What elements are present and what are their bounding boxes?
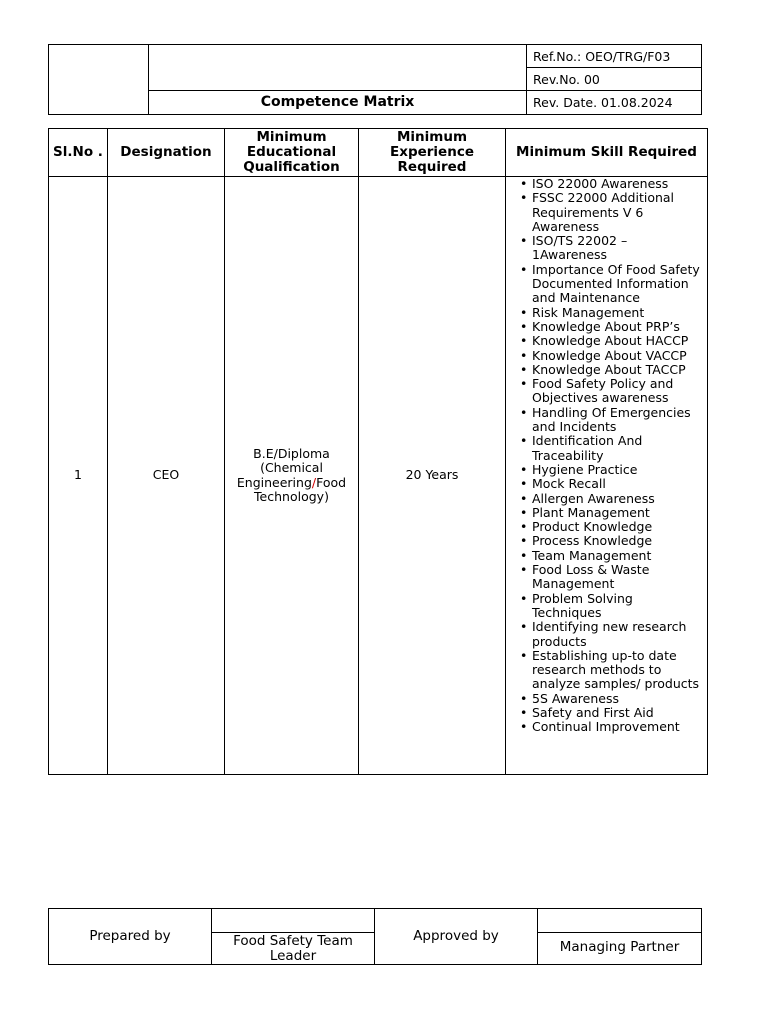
approved-by-label: Approved by — [375, 909, 538, 964]
skill-list-item: • Team Management — [520, 549, 703, 563]
prepared-by-cell — [212, 909, 375, 964]
skill-list-item: • Knowledge About PRP’s — [520, 320, 703, 334]
approved-by-role: Managing Partner — [559, 939, 680, 955]
skill-list-item: • Food Safety Policy and Objectives awareness — [520, 377, 703, 406]
signoff-footer — [48, 908, 702, 965]
prepared-by-label: Prepared by — [49, 909, 212, 964]
skill-list-item: • Process Knowledge — [520, 534, 703, 548]
skill-list-item: • Mock Recall — [520, 477, 703, 491]
skills-list — [520, 177, 703, 735]
approved-by-cell — [538, 909, 701, 964]
revision-number: Rev.No. 00 — [527, 68, 701, 91]
skill-list-item: • ISO 22000 Awareness — [520, 177, 703, 191]
document-title: Competence Matrix — [149, 91, 527, 114]
revision-date: Rev. Date. 01.08.2024 — [533, 95, 673, 110]
skill-list-item: • Knowledge About TACCP — [520, 363, 703, 377]
qualification-separator: / — [311, 474, 317, 490]
skill-list-item: • Identifying new research products — [520, 620, 703, 649]
skill-list-item: • Knowledge About VACCP — [520, 349, 703, 363]
column-header-qualification: Minimum Educational Qualification — [225, 129, 359, 177]
table-header-row — [49, 129, 708, 177]
skill-list-item: • Problem Solving Techniques — [520, 592, 703, 621]
skill-list-item: • Risk Management — [520, 306, 703, 320]
prepared-by-signature — [212, 909, 374, 933]
skill-list-item: • Establishing up-to date research methods to analyze samples/ products — [520, 649, 703, 692]
skill-list-item: • Continual Improvement — [520, 720, 703, 734]
competence-matrix-table — [48, 128, 708, 775]
skill-list-item: • 5S Awareness — [520, 692, 703, 706]
ref-number: Ref.No.: OEO/TRG/F03 — [527, 45, 701, 68]
table-row — [49, 177, 708, 775]
approved-by-signature — [538, 909, 701, 933]
skill-list-item: • FSSC 22000 Additional Requirements V 6 Awareness — [520, 191, 703, 234]
column-header-experience: Minimum Experience Required — [359, 129, 506, 177]
skill-list-item: • ISO/TS 22002 – 1Awareness — [520, 234, 703, 263]
skill-list-item: • Food Loss & Waste Management — [520, 563, 703, 592]
qualification-text-2: Food Technology) — [254, 474, 347, 504]
qualification-cell — [225, 177, 359, 775]
company-name-cell — [149, 45, 527, 91]
skill-list-item: • Allergen Awareness — [520, 492, 703, 506]
prepared-by-role: Food Safety Team Leader — [233, 933, 353, 964]
skill-list-item: • Handling Of Emergencies and Incidents — [520, 406, 703, 435]
skills-cell — [506, 177, 708, 775]
skill-list-item: • Knowledge About HACCP — [520, 334, 703, 348]
designation-cell: CEO — [108, 177, 225, 775]
skill-list-item: • Identification And Traceability — [520, 434, 703, 463]
logo-cell — [49, 45, 149, 114]
skill-list-item: • Hygiene Practice — [520, 463, 703, 477]
experience-cell: 20 Years — [359, 177, 506, 775]
skill-list-item: • Product Knowledge — [520, 520, 703, 534]
skill-list-item: • Plant Management — [520, 506, 703, 520]
column-header-designation: Designation — [108, 129, 225, 177]
sl-no-cell: 1 — [49, 177, 108, 775]
skill-list-item: • Importance Of Food Safety Documented Information and Maintenance — [520, 263, 703, 306]
qualification-text: B.E/Diploma (Chemical Engineering — [236, 445, 330, 490]
column-header-skills: Minimum Skill Required — [506, 129, 708, 177]
column-header-sl-no: Sl.No . — [49, 129, 108, 177]
skill-list-item: • Safety and First Aid — [520, 706, 703, 720]
document-header — [48, 44, 702, 115]
